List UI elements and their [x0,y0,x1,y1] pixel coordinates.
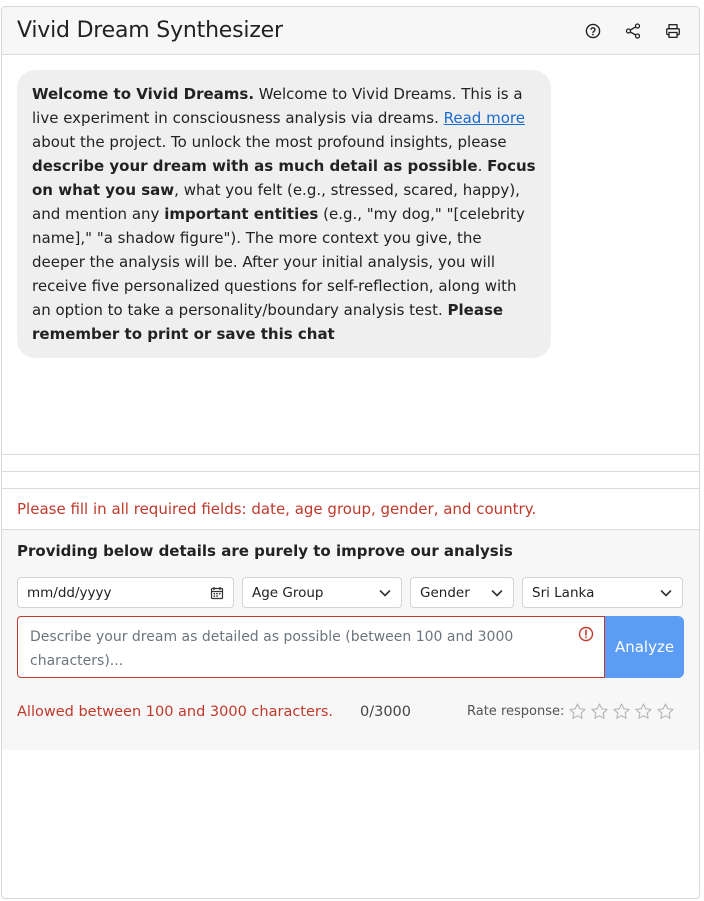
age-group-value: Age Group [252,584,324,601]
divider [2,472,699,489]
chat-card [1,6,700,899]
welcome-bold: Focus on what you saw [32,157,536,199]
required-fields-error: Please fill in all required fields: date, age group, gender, and country. [2,489,699,530]
form-footer [17,702,684,721]
welcome-text: (e.g., "my dog," "[celebrity name]," "a shadow figure"). The more context you give, the deeper the analysis will be. After your initial analysis, you will receive five personalized questions for self-reflection, along with an option to take a personality/boundary analysis test. [32,205,525,319]
divider [2,455,699,472]
welcome-text: , what you felt (e.g., stressed, scared, happy), and mention any [32,181,520,223]
header-actions [582,20,684,42]
country-select[interactable] [522,577,683,608]
welcome-bold: important entities [164,205,319,223]
welcome-bold: Please remember to print or save this chat [32,301,504,343]
details-row [17,577,684,608]
dream-input-row [17,616,684,678]
welcome-bold: describe your dream with as much detail as possible [32,157,478,175]
welcome-text: . [477,157,488,175]
app-title: Vivid Dream Synthesizer [17,18,283,43]
welcome-text: about the project. To unlock the most profound insights, please [32,133,507,151]
char-counter: 0/3000 [360,703,412,720]
chevron-down-icon [378,586,392,600]
char-limit-error: Allowed between 100 and 3000 characters. [17,703,334,720]
rate-label: Rate response: [467,704,565,719]
welcome-message [17,70,551,358]
country-value: Sri Lanka [532,584,595,601]
chevron-down-icon [490,586,504,600]
calendar-icon[interactable] [210,586,224,600]
welcome-bold-intro: Welcome to Vivid Dreams. [32,85,255,103]
dream-input-wrapper [17,616,605,678]
warning-icon [578,626,594,646]
welcome-text: Welcome to Vivid Dreams. This is a live experiment in consciousness analysis via dreams. [32,85,523,127]
help-icon[interactable] [582,20,604,42]
analyze-button[interactable]: Analyze [605,616,684,678]
form-heading: Providing below details are purely to improve our analysis [17,542,513,560]
share-icon[interactable] [622,20,644,42]
gender-select[interactable] [410,577,514,608]
date-input[interactable] [17,577,234,608]
star-icon[interactable] [590,702,609,721]
details-form [2,530,699,750]
print-icon[interactable] [662,20,684,42]
star-icon[interactable] [612,702,631,721]
star-icon[interactable] [568,702,587,721]
star-icon[interactable] [656,702,675,721]
header [2,7,699,55]
chat-area [2,55,699,455]
date-placeholder: mm/dd/yyyy [27,584,112,601]
chevron-down-icon [659,586,673,600]
rating-stars [568,702,675,721]
age-group-select[interactable] [242,577,402,608]
read-more-link[interactable]: Read more [443,109,525,127]
gender-value: Gender [420,584,470,601]
star-icon[interactable] [634,702,653,721]
dream-textarea[interactable] [18,617,604,677]
